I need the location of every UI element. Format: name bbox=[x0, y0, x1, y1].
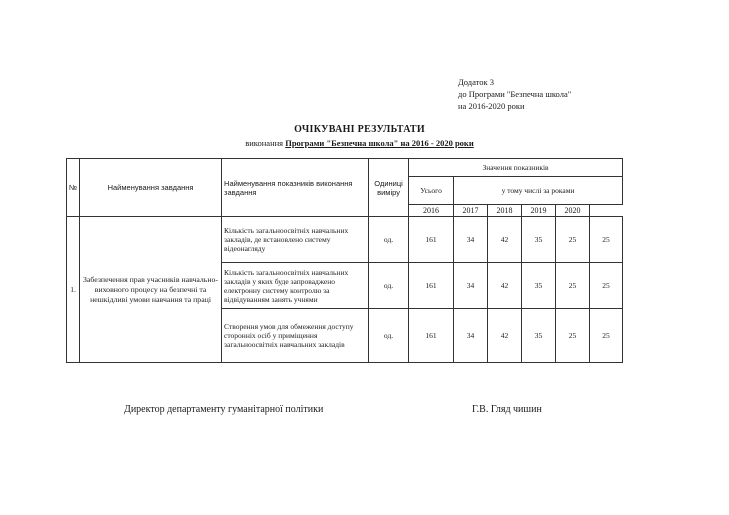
year-value: 42 bbox=[488, 263, 522, 309]
header-by-years: у тому числі за роками bbox=[454, 177, 623, 205]
header-unit: Одиниці виміру bbox=[369, 159, 409, 217]
total-cell: 161 bbox=[409, 309, 454, 363]
year-value: 25 bbox=[556, 309, 590, 363]
header-number: № bbox=[67, 159, 80, 217]
header-year: 2020 bbox=[556, 205, 590, 217]
year-value: 34 bbox=[454, 263, 488, 309]
header-year: 2016 bbox=[409, 205, 454, 217]
year-value: 42 bbox=[488, 217, 522, 263]
subtitle-prefix: виконання bbox=[245, 138, 284, 148]
annex-line-1: Додаток 3 bbox=[458, 77, 495, 87]
year-value: 35 bbox=[522, 309, 556, 363]
document-title: ОЧІКУВАНІ РЕЗУЛЬТАТИ bbox=[294, 124, 425, 135]
header-values: Значення показників bbox=[409, 159, 623, 177]
header-year: 2018 bbox=[488, 205, 522, 217]
year-value: 35 bbox=[522, 217, 556, 263]
unit-cell: од. bbox=[369, 217, 409, 263]
task-name: Забезпечення прав учасників навчально-виховного процесу на безпечні та нешкідливі умови навчання та праці bbox=[80, 217, 222, 363]
year-value: 34 bbox=[454, 217, 488, 263]
unit-cell: од. bbox=[369, 309, 409, 363]
annex-line-3: на 2016-2020 роки bbox=[458, 101, 525, 111]
year-value: 35 bbox=[522, 263, 556, 309]
year-value: 34 bbox=[454, 309, 488, 363]
year-value: 25 bbox=[556, 263, 590, 309]
annex-line-2: до Програми "Безпечна школа" bbox=[458, 89, 572, 99]
year-value: 25 bbox=[556, 217, 590, 263]
year-value: 42 bbox=[488, 309, 522, 363]
signature-name: Г.В. Гляд чишин bbox=[472, 404, 542, 415]
signature-position: Директор департаменту гуманітарної політики bbox=[124, 404, 324, 415]
total-cell: 161 bbox=[409, 263, 454, 309]
header-task: Найменування завдання bbox=[80, 159, 222, 217]
table-row bbox=[67, 217, 623, 263]
header-indicator: Найменування показників виконання завдання bbox=[222, 159, 369, 217]
results-table bbox=[66, 158, 623, 363]
indicator-name: Кількість загальноосвітніх навчальних закладів у яких буде запроваджено електронну систему контролю за відвідуванням занять учнями bbox=[222, 263, 369, 309]
header-year: 2019 bbox=[522, 205, 556, 217]
unit-cell: од. bbox=[369, 263, 409, 309]
header-total: Усього bbox=[409, 177, 454, 205]
task-number: 1. bbox=[67, 217, 80, 363]
annex-note bbox=[458, 76, 571, 112]
header-year: 2017 bbox=[454, 205, 488, 217]
year-value: 25 bbox=[590, 217, 623, 263]
indicator-name: Кількість загальноосвітніх навчальних закладів, де встановлено систему відеонагляду bbox=[222, 217, 369, 263]
year-value: 25 bbox=[590, 309, 623, 363]
program-name: Програми "Безпечна школа" на 2016 - 2020 роки bbox=[285, 138, 474, 148]
year-value: 25 bbox=[590, 263, 623, 309]
indicator-name: Створення умов для обмеження доступу сторонніх осіб у приміщення загальноосвітніх навчальних закладів bbox=[222, 309, 369, 363]
document-subtitle bbox=[0, 138, 729, 148]
total-cell: 161 bbox=[409, 217, 454, 263]
document-heading bbox=[0, 124, 729, 148]
